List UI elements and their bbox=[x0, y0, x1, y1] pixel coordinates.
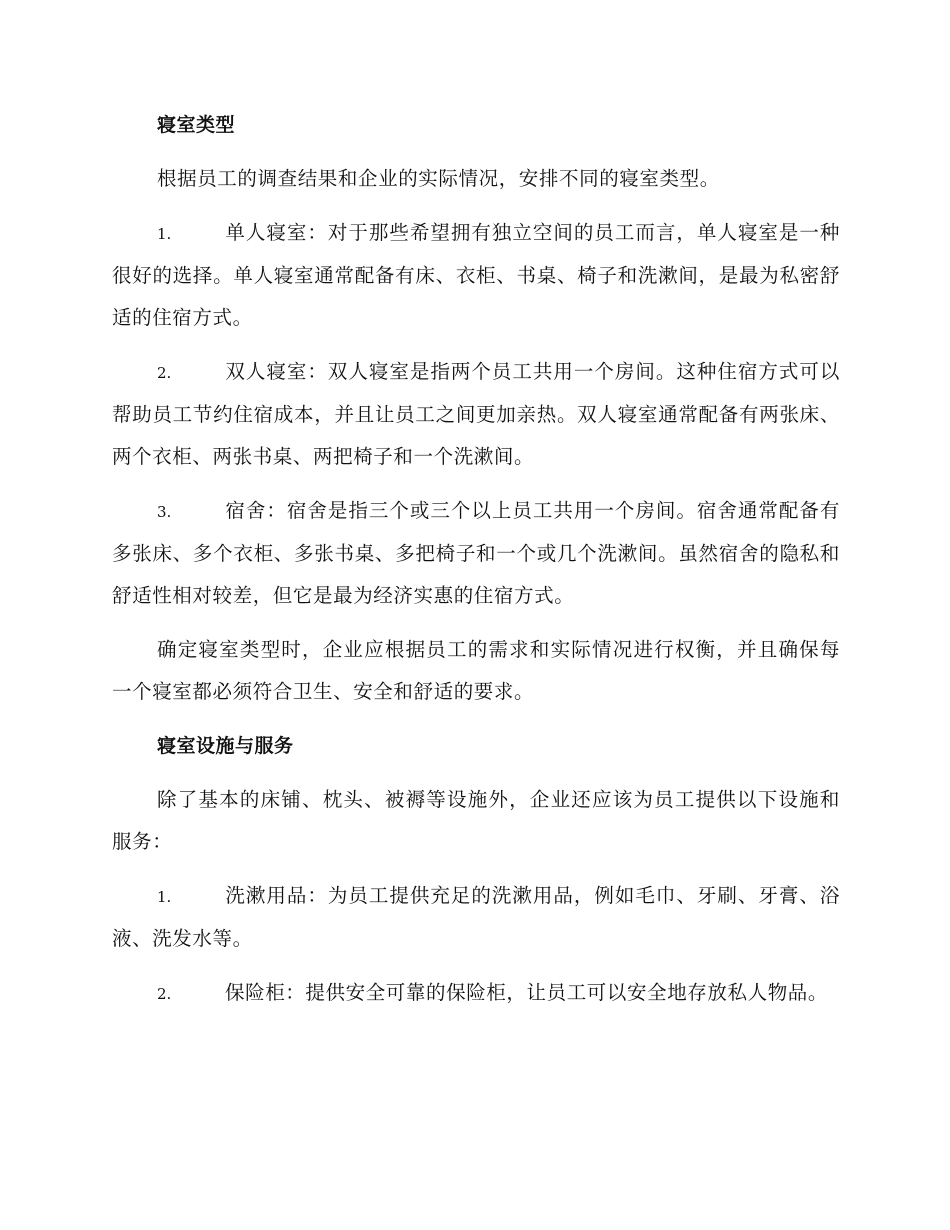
list-number: 2. bbox=[157, 985, 172, 1003]
paragraph-dorm-types-intro: 根据员工的调查结果和企业的实际情况，安排不同的寝室类型。 bbox=[157, 167, 720, 190]
paragraph-facilities-intro: 除了基本的床铺、枕头、被褥等设施外，企业还应该为员工提供以下设施和服务： bbox=[112, 788, 840, 853]
document-page bbox=[112, 104, 840, 1027]
list-number: 1. bbox=[157, 888, 172, 906]
list-item-text: 单人寝室：对于那些希望拥有独立空间的员工而言，单人寝室是一种很好的选择。单人寝室通常配备有床、衣柜、书桌、椅子和洗漱间，是最为私密舒适的住宿方式。 bbox=[112, 221, 840, 329]
list-item-text: 保险柜：提供安全可靠的保险柜，让员工可以安全地存放私人物品。 bbox=[225, 981, 829, 1004]
paragraph-dorm-types-conclusion: 确定寝室类型时，企业应根据员工的需求和实际情况进行权衡，并且确保每一个寝室都必须符合卫生、安全和舒适的要求。 bbox=[112, 638, 840, 703]
list-item-double-room bbox=[112, 351, 840, 478]
list-item-dormitory bbox=[112, 490, 840, 617]
list-item-text: 宿舍：宿舍是指三个或三个以上员工共用一个房间。宿舍通常配备有多张床、多个衣柜、多张书桌、多把椅子和一个或几个洗漱间。虽然宿舍的隐私和舒适性相对较差，但它是最为经济实惠的住宿方式。 bbox=[112, 499, 840, 607]
list-item-text: 洗漱用品：为员工提供充足的洗漱用品，例如毛巾、牙刷、牙膏、浴液、洗发水等。 bbox=[112, 884, 840, 950]
list-item-single-room bbox=[112, 212, 840, 339]
list-number: 3. bbox=[157, 503, 172, 521]
list-item-safe bbox=[112, 972, 840, 1015]
list-item-toiletries bbox=[112, 875, 840, 960]
list-number: 2. bbox=[157, 364, 172, 382]
section-heading-dorm-types: 寝室类型 bbox=[157, 114, 236, 136]
section-heading-facilities: 寝室设施与服务 bbox=[157, 735, 294, 757]
list-number: 1. bbox=[157, 225, 172, 243]
list-item-text: 双人寝室：双人寝室是指两个员工共用一个房间。这种住宿方式可以帮助员工节约住宿成本，并且让员工之间更加亲热。双人寝室通常配备有两张床、两个衣柜、两张书桌、两把椅子和一个洗漱间。 bbox=[112, 360, 840, 468]
